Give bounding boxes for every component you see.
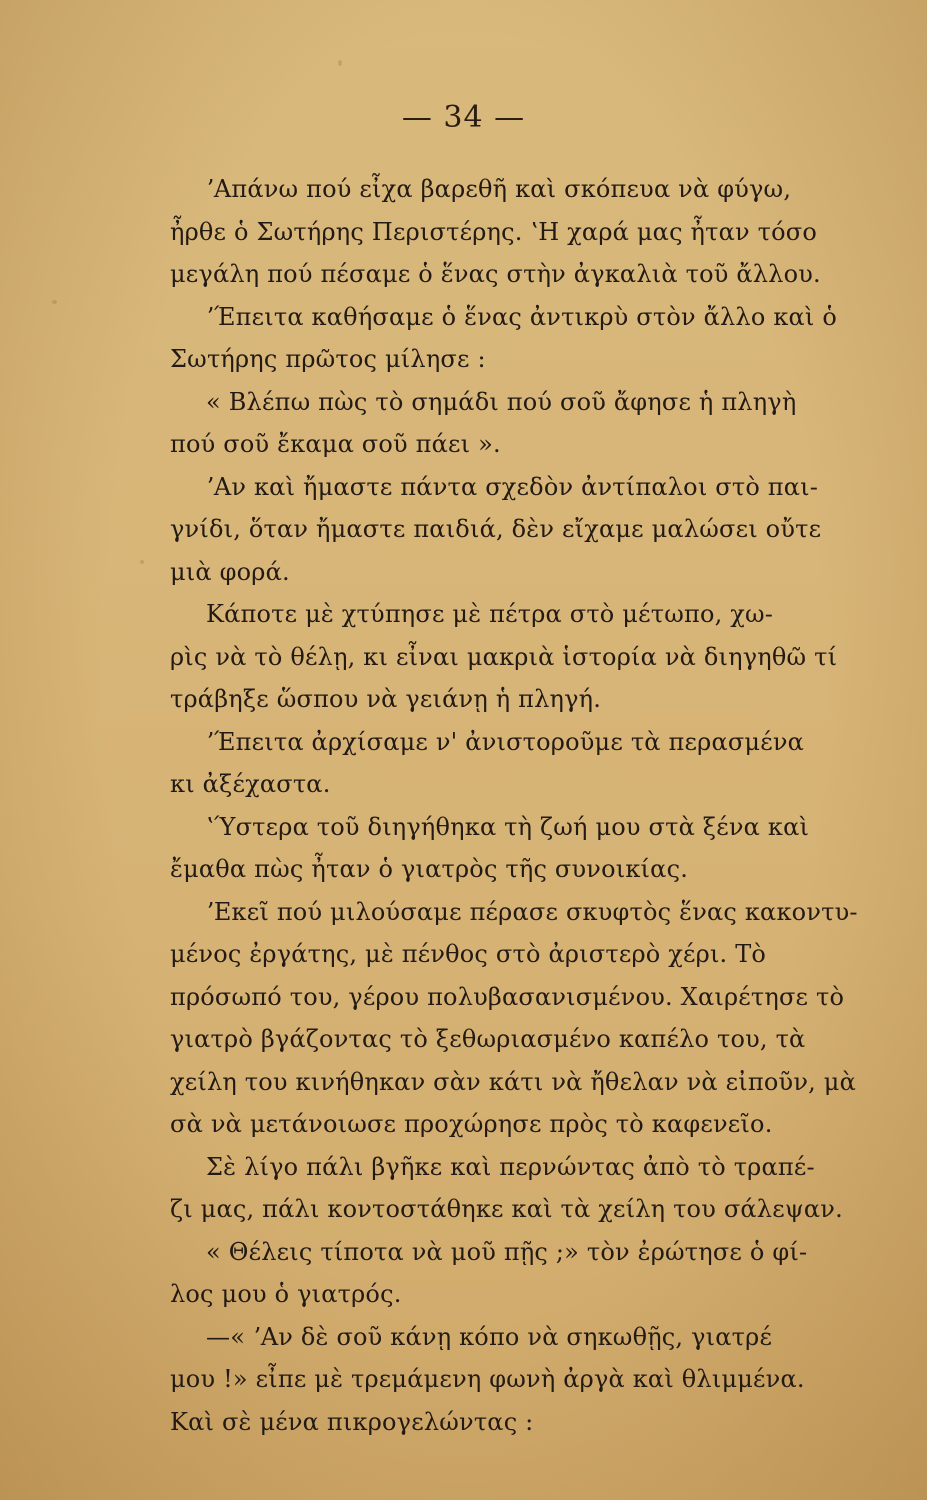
text-body <box>170 168 905 1443</box>
text-line: —« ʼΑν δὲ σοῦ κάνῃ κόπο νὰ σηκωθῇς, γιατρέ <box>206 1322 773 1351</box>
text-line: χείλη του κινήθηκαν σὰν κάτι νὰ ἤθελαν νὰ εἰποῦν, μὰ <box>170 1067 856 1096</box>
text-line: ζι μας, πάλι κοντοστάθηκε καὶ τὰ χείλη του σάλεψαν. <box>170 1195 843 1223</box>
text-line: ʽΎστερα τοῦ διηγήθηκα τὴ ζωή μου στὰ ξένα καὶ <box>206 812 810 841</box>
text-line: πρόσωπό του, γέρου πολυβασανισμένου. Χαιρέτησε τὸ <box>170 982 845 1011</box>
text-line: ρὶς νὰ τὸ θέλῃ, κι εἶναι μακριὰ ἱστορία νὰ διηγηθῶ τί <box>170 642 838 671</box>
text-line: Σωτήρης πρῶτος μίλησε : <box>170 345 486 373</box>
text-line: Κάποτε μὲ χτύπησε μὲ πέτρα στὸ μέτωπο, χω- <box>206 600 774 628</box>
text-line: Καὶ σὲ μένα πικρογελώντας : <box>170 1407 534 1436</box>
text-line: μιὰ φορά. <box>170 557 290 586</box>
text-line: ʼΑν καὶ ἤμαστε πάντα σχεδὸν ἀντίπαλοι στὸ παι- <box>206 472 819 501</box>
text-line: Σὲ λίγο πάλι βγῆκε καὶ περνώντας ἀπὸ τὸ τραπέ- <box>206 1152 815 1181</box>
text-line: πού σοῦ ἔκαμα σοῦ πάει ». <box>170 430 501 458</box>
text-line: ʼΈπειτα ἀρχίσαμε ν' ἀνιστοροῦμε τὰ περασμένα <box>206 727 805 756</box>
text-line: κι ἀξέχαστα. <box>170 770 331 798</box>
text-line: γνίδι, ὅταν ἤμαστε παιδιά, δὲν εἴχαμε μαλώσει οὔτε <box>170 515 822 543</box>
text-line: γιατρὸ βγάζοντας τὸ ξεθωριασμένο καπέλο του, τὰ <box>170 1025 806 1053</box>
text-line: ʼΈπειτα καθήσαμε ὁ ἕνας ἀντικρὺ στὸν ἄλλο καὶ ὁ <box>206 302 838 331</box>
text-line: σὰ νὰ μετάνοιωσε προχώρησε πρὸς τὸ καφενεῖο. <box>170 1110 773 1138</box>
paper-spot <box>52 300 57 304</box>
text-line: λος μου ὁ γιατρός. <box>170 1280 402 1308</box>
text-line: μου !» εἶπε μὲ τρεμάμενη φωνὴ ἀργὰ καὶ θλιμμένα. <box>170 1365 805 1393</box>
page-number: — 34 — <box>401 100 526 135</box>
paper-spot <box>140 560 144 564</box>
text-line: ἔμαθα πὼς ἦταν ὁ γιατρὸς τῆς συνοικίας. <box>170 855 689 883</box>
text-line: ἦρθε ὁ Σωτήρης Περιστέρης. ʽΗ χαρά μας ἦταν τόσο <box>170 217 817 246</box>
paper-spot <box>338 60 342 66</box>
text-line: « Βλέπω πὼς τὸ σημάδι πού σοῦ ἄφησε ἡ πληγὴ <box>206 387 797 416</box>
text-line: μένος ἐργάτης, μὲ πένθος στὸ ἀριστερὸ χέρι. Τὸ <box>170 940 767 968</box>
text-line: ʼΑπάνω πού εἶχα βαρεθῆ καὶ σκόπευα νὰ φύγω, <box>206 175 792 203</box>
text-line: μεγάλη πού πέσαμε ὁ ἕνας στὴν ἀγκαλιὰ τοῦ ἄλλου. <box>170 260 821 288</box>
text-line: τράβηξε ὥσπου νὰ γειάνῃ ἡ πληγή. <box>170 685 602 713</box>
text-line: ʼΕκεῖ πού μιλούσαμε πέρασε σκυφτὸς ἕνας κακοντυ- <box>206 897 858 926</box>
text-line: « Θέλεις τίποτα νὰ μοῦ πῇς ;» τὸν ἐρώτησε ὁ φί- <box>206 1237 808 1266</box>
